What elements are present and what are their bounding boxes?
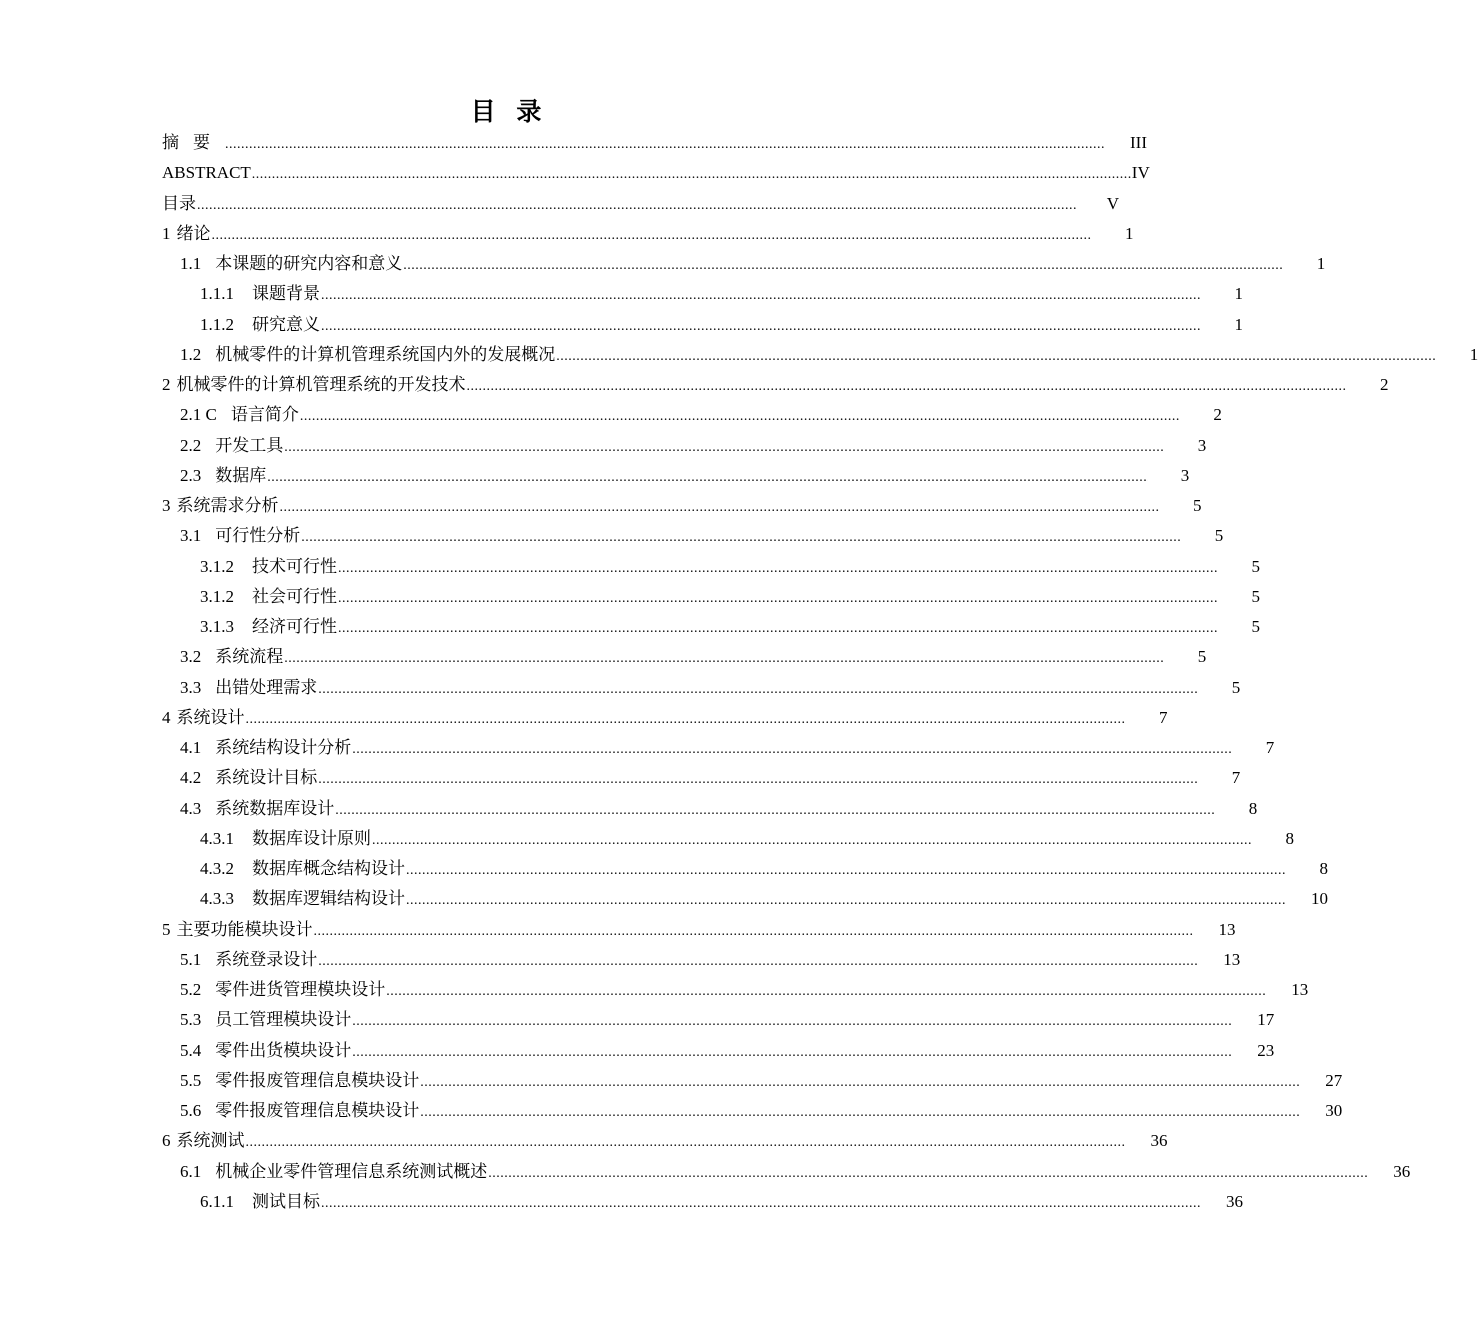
- dot-leader: ............................................................................................................................................................................................................................: [352, 742, 1233, 757]
- toc-entry-page: 30: [1325, 1101, 1343, 1120]
- toc-entry-page: 7: [1231, 768, 1241, 788]
- toc-entry-title: 零件报废管理信息模块设计: [215, 1070, 420, 1090]
- toc-entry-page: 1: [1469, 344, 1478, 364]
- toc-entry[interactable]: [162, 552, 1260, 582]
- toc-entry[interactable]: [162, 763, 1241, 793]
- toc-entry-title: 数据库设计原则: [252, 828, 371, 848]
- toc-entry[interactable]: [162, 673, 1241, 703]
- dot-leader: ............................................................................................................................................................................................................................: [299, 409, 1180, 425]
- toc-entry-number: 4.2: [180, 768, 202, 788]
- toc-entry-number: 1.1: [180, 254, 202, 273]
- dot-leader: ............................................................................................................................................................................................................................: [245, 1135, 1126, 1151]
- page-title: 目 录: [470, 97, 548, 126]
- dot-leader: ............................................................................................................................................................................................................................: [267, 469, 1148, 485]
- toc-entry-page: 36: [1150, 1131, 1168, 1151]
- toc-entry-title: 本课题的研究内容和意义: [215, 254, 403, 273]
- toc-entry-title: 数据库: [215, 465, 267, 485]
- toc-entry-page: 5: [1197, 647, 1207, 667]
- toc-entry-page: 2: [1380, 375, 1389, 394]
- dot-leader: ............................................................................................................................................................................................................................: [338, 590, 1218, 606]
- toc-entry-number: 3.3: [180, 677, 202, 697]
- toc-entry-title: 经济可行性: [252, 617, 337, 636]
- toc-entry[interactable]: [162, 219, 1134, 249]
- toc-entry-page: 3: [1180, 465, 1190, 485]
- toc-entry-page: III: [1130, 133, 1147, 152]
- toc-entry[interactable]: [162, 128, 1147, 158]
- toc-entry-title: 目录: [162, 193, 196, 213]
- toc-entry[interactable]: [162, 158, 1150, 188]
- dot-leader: ............................................................................................................................................................................................................................: [556, 348, 1437, 364]
- dot-leader: ............................................................................................................................................................................................................................: [338, 560, 1218, 576]
- toc-entry-page: 5: [1231, 677, 1241, 697]
- toc-entry[interactable]: [162, 582, 1260, 612]
- toc-entry-page: 13: [1218, 919, 1236, 939]
- toc-entry-number: 5: [162, 919, 171, 939]
- toc-entry-title: 数据库概念结构设计: [252, 859, 405, 878]
- toc-entry-title: 系统登录设计: [215, 949, 318, 969]
- toc-entry-number: 4.1: [180, 738, 202, 757]
- toc-entry-title: 零件进货管理模块设计: [215, 980, 386, 999]
- dot-leader: ............................................................................................................................................................................................................................: [406, 863, 1286, 878]
- dot-leader: ............................................................................................................................................................................................................................: [420, 1105, 1301, 1120]
- dot-leader: ............................................................................................................................................................................................................................: [197, 197, 1077, 213]
- toc-entry[interactable]: [162, 854, 1328, 884]
- toc-entry-title: 机械零件的计算机管理系统国内外的发展概况: [215, 344, 556, 364]
- toc-entry-title: 社会可行性: [252, 586, 337, 606]
- toc-entry-number: 5.3: [180, 1010, 202, 1030]
- toc-entry-page: 1: [1316, 254, 1326, 273]
- toc-entry[interactable]: [162, 310, 1243, 340]
- dot-leader: ............................................................................................................................................................................................................................: [284, 651, 1165, 667]
- toc-entry-title: 系统需求分析: [176, 496, 279, 515]
- toc-entry-title: 语言简介: [230, 405, 299, 425]
- toc-entry[interactable]: [162, 521, 1224, 551]
- toc-entry[interactable]: [162, 1126, 1168, 1156]
- toc-entry-page: 7: [1265, 738, 1275, 757]
- dot-leader: ............................................................................................................................................................................................................................: [318, 772, 1199, 788]
- dot-leader: ............................................................................................................................................................................................................................: [318, 953, 1199, 969]
- toc-entry-page: 13: [1291, 980, 1309, 999]
- toc-entry-number: 5.2: [180, 980, 202, 999]
- dot-leader: ............................................................................................................................................................................................................................: [225, 137, 1105, 152]
- toc-entry-number: 2.2: [180, 435, 202, 455]
- toc-entry[interactable]: [162, 945, 1241, 975]
- toc-entry[interactable]: [162, 794, 1258, 824]
- dot-leader: ............................................................................................................................................................................................................................: [321, 288, 1201, 304]
- toc-entry-title: 系统测试: [176, 1131, 245, 1151]
- toc-entry[interactable]: [162, 703, 1168, 733]
- dot-leader: ............................................................................................................................................................................................................................: [338, 621, 1218, 636]
- toc-entry-title: 出错处理需求: [215, 677, 318, 697]
- toc-entry-page: 1: [1125, 223, 1134, 243]
- dot-leader: ............................................................................................................................................................................................................................: [352, 1014, 1233, 1030]
- toc-entry[interactable]: [162, 884, 1328, 914]
- toc-entry-number: 1.1.2: [200, 314, 234, 334]
- toc-entry-page: 36: [1226, 1191, 1243, 1211]
- dot-leader: ............................................................................................................................................................................................................................: [386, 984, 1267, 999]
- toc-entry[interactable]: [162, 824, 1294, 854]
- toc-entry-number: 5.4: [180, 1040, 202, 1060]
- dot-leader: ............................................................................................................................................................................................................................: [245, 711, 1126, 727]
- toc-entry-number: 4: [162, 707, 171, 727]
- toc-entry-title: 机械企业零件管理信息系统测试概述: [215, 1161, 488, 1181]
- dot-leader: ............................................................................................................................................................................................................................: [420, 1074, 1301, 1090]
- toc-entry-page: 13: [1223, 949, 1241, 969]
- toc-entry-title: 系统设计目标: [215, 768, 318, 788]
- dot-leader: ............................................................................................................................................................................................................................: [301, 530, 1182, 546]
- toc-entry[interactable]: [162, 612, 1260, 642]
- dot-leader: ............................................................................................................................................................................................................................: [335, 802, 1216, 818]
- toc-entry-title: ABSTRACT: [162, 163, 251, 183]
- toc-entry-page: 5: [1214, 526, 1224, 546]
- toc-entry-number: 4.3.2: [200, 859, 234, 878]
- toc-entry-title: 可行性分析: [215, 526, 301, 546]
- toc-entry-title: 技术可行性: [252, 556, 337, 576]
- toc-entry-page: 2: [1213, 405, 1222, 425]
- toc-entry-number: 6.1.1: [200, 1191, 234, 1211]
- toc-entry-page: 17: [1257, 1010, 1275, 1030]
- toc-entry-page: 23: [1257, 1040, 1275, 1060]
- toc-entry-number: 2.1 C: [180, 405, 217, 425]
- dot-leader: ............................................................................................................................................................................................................................: [251, 167, 1132, 183]
- toc-entry-page: 5: [1251, 556, 1260, 576]
- dot-leader: ............................................................................................................................................................................................................................: [279, 500, 1160, 515]
- dot-leader: ............................................................................................................................................................................................................................: [313, 923, 1194, 939]
- toc-entry-number: 3.1.2: [200, 556, 234, 576]
- toc-entry-page: 7: [1159, 707, 1168, 727]
- toc-entry[interactable]: [162, 340, 1478, 370]
- toc-entry-page: 1: [1234, 284, 1243, 304]
- toc-entry-title: 研究意义: [252, 314, 320, 334]
- toc-entry-page: 1: [1234, 314, 1243, 334]
- toc-entry[interactable]: [162, 1096, 1343, 1126]
- toc-entry-title: 数据库逻辑结构设计: [252, 889, 405, 909]
- toc-entry-number: 1.1.1: [200, 284, 234, 304]
- toc-entry-number: 3.1.3: [200, 617, 234, 636]
- toc-entry-number: 5.5: [180, 1070, 202, 1090]
- dot-leader: ............................................................................................................................................................................................................................: [211, 227, 1092, 243]
- toc-entry-number: 5.1: [180, 949, 202, 969]
- toc-entry[interactable]: [162, 400, 1222, 430]
- toc-entry[interactable]: [162, 1157, 1411, 1187]
- toc-entry-title: 绪论: [176, 223, 211, 243]
- dot-leader: ............................................................................................................................................................................................................................: [352, 1044, 1233, 1060]
- toc-entry[interactable]: [162, 249, 1326, 279]
- toc-entry-title: 系统结构设计分析: [215, 738, 352, 757]
- toc-entry-page: 5: [1193, 496, 1202, 515]
- toc-entry-title: 测试目标: [252, 1191, 320, 1211]
- toc-entry-number: 3.2: [180, 647, 202, 667]
- toc-entry[interactable]: [162, 1187, 1243, 1217]
- toc-entry-page: 5: [1251, 617, 1260, 636]
- dot-leader: ............................................................................................................................................................................................................................: [321, 1195, 1201, 1211]
- toc-entry[interactable]: [162, 370, 1389, 400]
- toc-entry-number: 2: [162, 375, 171, 394]
- toc-entry[interactable]: [162, 491, 1202, 521]
- dot-leader: ............................................................................................................................................................................................................................: [372, 832, 1252, 848]
- toc-entry-number: 5.6: [180, 1101, 202, 1120]
- toc-entry-title: 员工管理模块设计: [215, 1010, 352, 1030]
- dot-leader: ............................................................................................................................................................................................................................: [406, 893, 1286, 909]
- toc-entry[interactable]: [162, 733, 1275, 763]
- dot-leader: ............................................................................................................................................................................................................................: [488, 1165, 1369, 1181]
- toc-entry-title: 开发工具: [215, 435, 284, 455]
- toc-entry[interactable]: [162, 642, 1207, 672]
- dot-leader: ............................................................................................................................................................................................................................: [284, 439, 1165, 455]
- toc-entry[interactable]: [162, 279, 1243, 309]
- toc-entry[interactable]: [162, 1036, 1275, 1066]
- toc-entry-title: 系统设计: [176, 707, 245, 727]
- toc-entry-page: 8: [1248, 798, 1258, 818]
- toc-entry-number: 4.3.3: [200, 889, 234, 909]
- toc-entry[interactable]: [162, 431, 1207, 461]
- toc-entry-page: 10: [1311, 889, 1328, 909]
- toc-entry-number: 6.1: [180, 1161, 202, 1181]
- toc-entry-page: 3: [1197, 435, 1207, 455]
- toc-entry[interactable]: [162, 1005, 1275, 1035]
- toc-entry-number: 3.1.2: [200, 586, 234, 606]
- toc-entry-page: V: [1106, 193, 1119, 213]
- dot-leader: ............................................................................................................................................................................................................................: [403, 258, 1284, 273]
- toc-entry-number: 6: [162, 1131, 171, 1151]
- toc-entry-page: IV: [1131, 163, 1150, 183]
- toc-entry-number: 4.3: [180, 798, 202, 818]
- toc-entry-page: 8: [1285, 828, 1294, 848]
- toc-entry[interactable]: [162, 1066, 1343, 1096]
- toc-entry-title: 零件报废管理信息模块设计: [215, 1101, 420, 1120]
- dot-leader: ............................................................................................................................................................................................................................: [321, 318, 1201, 334]
- toc-entry-title: 主要功能模块设计: [176, 919, 313, 939]
- toc-entry-number: 4.3.1: [200, 828, 234, 848]
- toc-entry-title: 零件出货模块设计: [215, 1040, 352, 1060]
- toc-entry[interactable]: [162, 915, 1236, 945]
- toc-entry[interactable]: [162, 189, 1119, 219]
- toc-entry-title: 机械零件的计算机管理系统的开发技术: [176, 375, 466, 394]
- toc-entry-title: 系统数据库设计: [215, 798, 335, 818]
- toc-entry-page: 8: [1319, 859, 1328, 878]
- toc-entry-page: 27: [1325, 1070, 1343, 1090]
- toc-entry-title: 系统流程: [215, 647, 284, 667]
- toc-entry-number: 3.1: [180, 526, 202, 546]
- toc-entry[interactable]: [162, 461, 1190, 491]
- toc-entry-page: 36: [1393, 1161, 1411, 1181]
- toc-entry-number: 2.3: [180, 465, 202, 485]
- toc-entry-number: 3: [162, 496, 171, 515]
- toc-entry-number: 1: [162, 223, 171, 243]
- toc-entry-title: 课题背景: [252, 284, 320, 304]
- toc-entry-number: 1.2: [180, 344, 202, 364]
- dot-leader: ............................................................................................................................................................................................................................: [318, 681, 1199, 697]
- dot-leader: ............................................................................................................................................................................................................................: [466, 379, 1347, 394]
- toc-entry-page: 5: [1251, 586, 1260, 606]
- toc-entry[interactable]: [162, 975, 1309, 1005]
- toc-entry-title: 摘要: [162, 133, 224, 152]
- table-of-contents: [162, 128, 1478, 1217]
